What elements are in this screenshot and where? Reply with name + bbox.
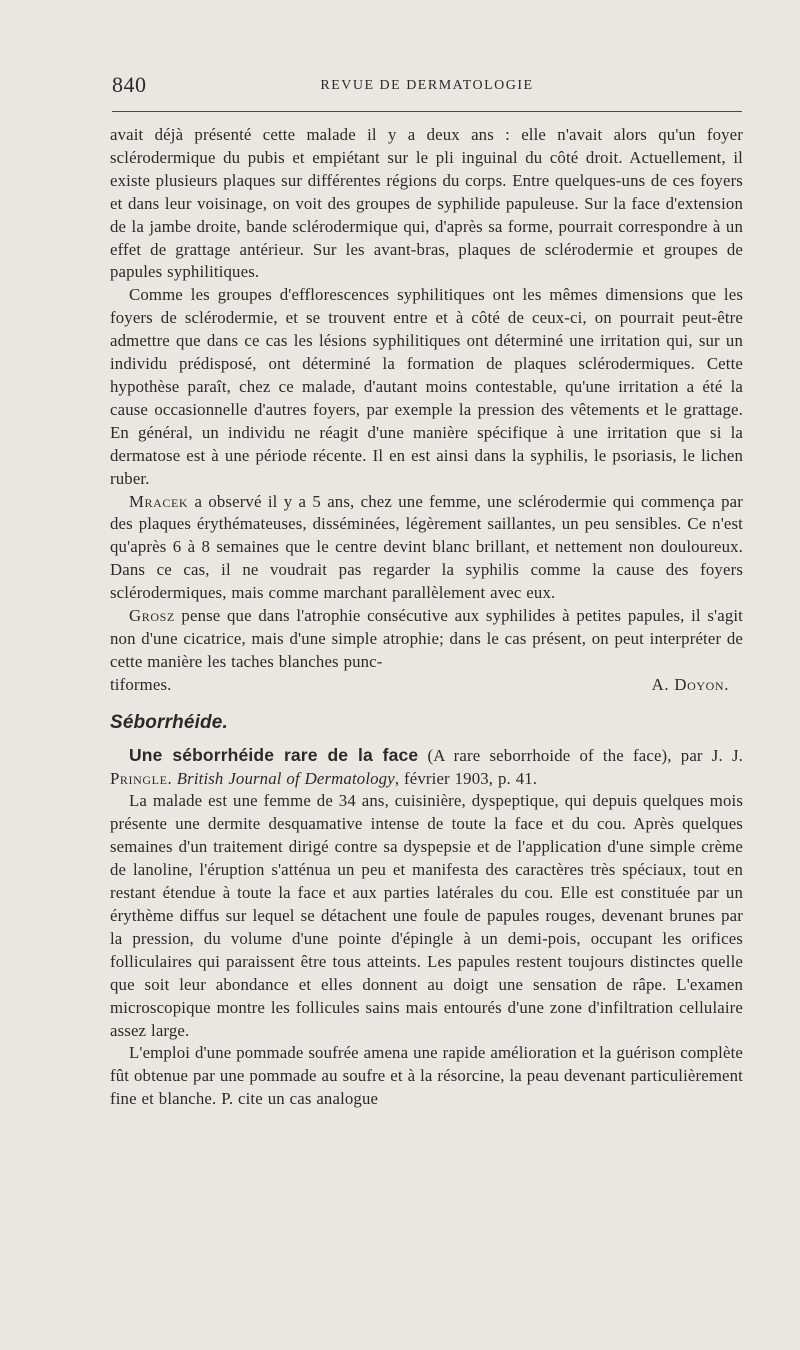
author-name: Mracek [129, 491, 189, 511]
journal-name: British Journal of Dermatology [176, 768, 395, 788]
header-rule [112, 111, 742, 112]
author-name: Grosz [129, 606, 175, 626]
paragraph-treatment: L'emploi d'une pommade soufrée amena une rapide amélioration et la guérison complète fût obtenue par une pommade au soufre et à la résorcine, la peau devenant particulièrement fine et blanche. P. cite un cas analogue [110, 1043, 743, 1109]
paragraph-text: pense que dans l'atrophie consécutive aux syphilides à petites papules, il s'agit non d'une cicatrice, mais d'une simple atrophie; dans le cas présent, on peut interpréter de cette manière les taches blanches punc- [110, 606, 743, 671]
paragraph-last-line: tiformes. [110, 674, 172, 694]
reviewer-signature: A. Doyon. [651, 674, 729, 694]
article-citation: Une séborrhéide rare de la face (A rare seborrhoide of the face), par J. J. Pringle. British Journal of Dermatology, février 1903, p. 41. [110, 744, 743, 788]
article-subtitle: (A rare seborrhoide of the face), par J. J. [418, 745, 743, 765]
paragraph-mracek [110, 491, 743, 606]
paragraph-hypothesis: Comme les groupes d'efflorescences syphilitiques ont les mêmes dimensions que les foyers de sclérodermie, et se trouvent entre et à côté de ceux-ci, on pourrait peut-être admettre que dans ce cas les lésions syphilitiques ont déterminé une irritation qui, sur un individu prédisposé, ont déterminé la formation de plaques sclérodermiques. Cette hypothèse paraît, chez ce malade, d'autant moins contestable, qu'une irritation a été la cause occasionnelle d'autres foyers, par exemple la pression des vêtements et le grattage. En général, un individu ne réagit d'une manière spécifique à une irritation que si la dermatose est à une période récente. Il en est ainsi dans la syphilis, le psoriasis, le lichen ruber. [110, 285, 743, 488]
paragraph-case: La malade est une femme de 34 ans, cuisinière, dyspeptique, qui depuis quelques mois présente une dermite desquamative intense de toute la face et du cou. Après quelques semaines d'un traitement dirigé contre sa dyspepsie et de l'application d'une simple crème de lanoline, l'éruption s'atténua un peu et manifesta des caractères très spéciaux, tout en restant étendue à toute la face et aux parties latérales du cou. Elle est constituée par un érythème diffus sur lequel se détachent une foule de papules rouges, devenant brunes par la pression, du volume d'une pointe d'épingle à un demi-pois, occupant les orifices folliculaires qui paraissent être tous atteints. Les papules restent toujours distinctes quelle que soit leur abondance et elles donnent au doigt une sensation de râpe. L'examen microscopique montre les follicules sains mais entourés d'une zone d'infiltration cellulaire assez large. [110, 791, 743, 1040]
body-text [110, 124, 743, 1111]
signature-line [110, 674, 743, 697]
paragraph-text: a observé il y a 5 ans, chez une femme, une sclérodermie qui commença par des plaques érythémateuses, disséminées, légèrement saillantes, un peu sensibles. Ce n'est qu'après 6 à 8 semaines que le centre devint blanc brillant, et nettement non douloureux. Dans ce cas, il ne voudrait pas regarder la syphilis comme la cause des foyers sclérodermiques, mais comme marchant parallèlement avec eux. [110, 491, 743, 603]
section-heading: Séborrhéide. [110, 711, 228, 733]
paragraph-grosz [110, 605, 743, 674]
page-header [112, 72, 742, 102]
article-title: Une séborrhéide rare de la face [129, 744, 419, 765]
article-author: Pringle [110, 768, 168, 788]
paragraph-continuation: avait déjà présenté cette malade il y a deux ans : elle n'avait alors qu'un foyer sclérodermique du pubis et empiétant sur le pli inguinal du côté droit. Actuellement, il existe plusieurs plaques sur différentes régions du corps. Entre quelques-uns de ces foyers et dans leur voisinage, on voit des groupes de syphilide papuleuse. Sur la face d'extension de la jambe droite, bande sclérodermique qui, d'après sa forme, pourrait correspondre à un effet de grattage antérieur. Sur les avant-bras, plaques de sclérodermie et groupes de papules syphilitiques. [110, 125, 743, 282]
page-number: 840 [112, 72, 147, 97]
citation-details: , février 1903, p. 41. [394, 768, 538, 788]
running-title: REVUE DE DERMATOLOGIE [320, 78, 534, 93]
